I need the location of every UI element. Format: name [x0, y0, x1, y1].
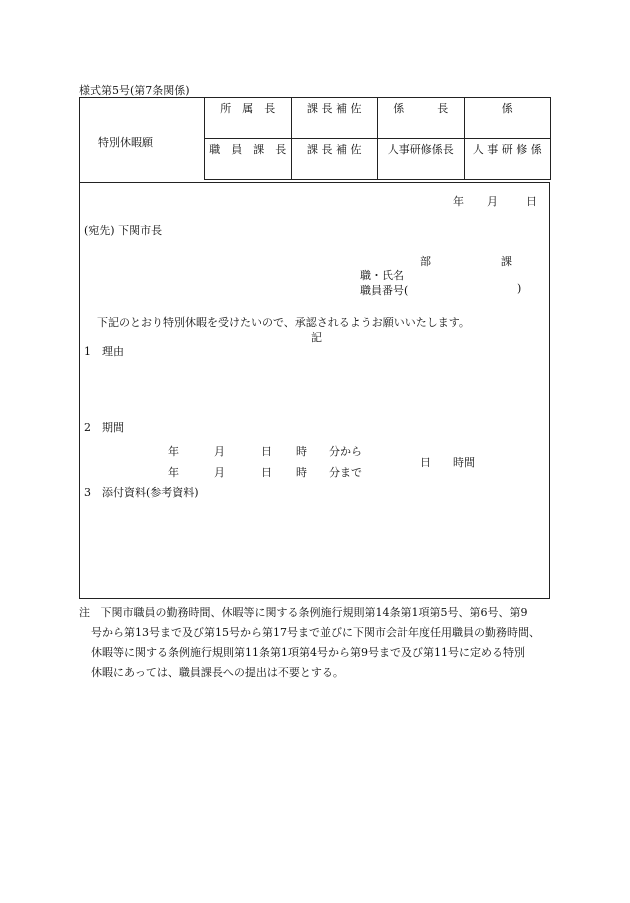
footnote-prefix: 注	[79, 606, 90, 619]
stamp-cell[interactable]	[464, 139, 550, 180]
form-number: 様式第5号(第7条関係)	[79, 84, 190, 97]
date-year[interactable]: 年	[453, 195, 464, 208]
period-to-hour[interactable]: 時	[296, 466, 307, 479]
date-month[interactable]: 月	[487, 195, 498, 208]
footnote	[79, 603, 559, 683]
section-period: 2 期間	[84, 421, 124, 434]
section-attachments: 3 添付資料(参考資料)	[84, 486, 199, 499]
stamp-cell[interactable]	[377, 98, 464, 139]
approval-stamp-table	[204, 97, 551, 180]
period-from-minute[interactable]: 分から	[329, 445, 362, 458]
stamp-cell-label: 人事研修係長	[387, 143, 454, 156]
applicant-name-label: 職・氏名	[360, 269, 404, 282]
stamp-cell[interactable]	[377, 139, 464, 180]
stamp-cell-label: 係 長	[393, 102, 449, 115]
employee-number-label: 職員番号(	[360, 284, 409, 297]
footnote-line: 号から第13号まで及び第15号から第17号まで並びに下関市会計年度任用職員の勤務時間、	[91, 626, 540, 639]
request-text: 下記のとおり特別休暇を受けたいので、承認されるようお願いいたします。	[97, 316, 470, 329]
addressee: (宛先) 下関市長	[84, 224, 163, 237]
period-from-year[interactable]: 年	[168, 445, 179, 458]
application-body	[79, 182, 550, 599]
period-to-day[interactable]: 日	[261, 466, 272, 479]
section-reason: 1 理由	[84, 345, 124, 358]
footnote-line: 下関市職員の勤務時間、休暇等に関する条例施行規則第14条第1項第5号、第6号、第9	[100, 606, 528, 619]
document-title: 特別休暇願	[98, 136, 153, 149]
approval-block	[79, 97, 551, 182]
stamp-cell-label: 係	[501, 102, 513, 115]
applicant-section[interactable]: 課	[501, 255, 512, 268]
stamp-cell-label: 課 長 補 佐	[306, 102, 362, 115]
stamp-cell[interactable]	[464, 98, 550, 139]
employee-number-close: )	[517, 282, 522, 295]
stamp-cell-label: 人 事 研 修 係	[472, 143, 542, 156]
footnote-line: 休暇等に関する条例施行規則第11条第1項第4号から第9号まで及び第11号に定める特別	[91, 646, 525, 659]
stamp-cell[interactable]	[291, 98, 377, 139]
footnote-line: 休暇にあっては、職員課長への提出は不要とする。	[91, 666, 344, 679]
stamp-cell[interactable]	[205, 139, 292, 180]
period-total-days[interactable]: 日	[420, 456, 431, 469]
ki-heading: 記	[311, 331, 322, 344]
period-to-minute[interactable]: 分まで	[329, 466, 362, 479]
period-total-hours[interactable]: 時間	[453, 456, 475, 469]
period-to-month[interactable]: 月	[214, 466, 225, 479]
period-to-year[interactable]: 年	[168, 466, 179, 479]
period-from-hour[interactable]: 時	[296, 445, 307, 458]
stamp-cell[interactable]	[291, 139, 377, 180]
stamp-cell-label: 職 員 課 長	[209, 143, 287, 156]
period-from-month[interactable]: 月	[214, 445, 225, 458]
period-from-day[interactable]: 日	[261, 445, 272, 458]
applicant-department[interactable]: 部	[420, 255, 431, 268]
stamp-cell-label: 課 長 補 佐	[306, 143, 362, 156]
stamp-cell-label: 所 属 長	[220, 102, 276, 115]
date-day[interactable]: 日	[526, 195, 537, 208]
stamp-cell[interactable]	[205, 98, 292, 139]
